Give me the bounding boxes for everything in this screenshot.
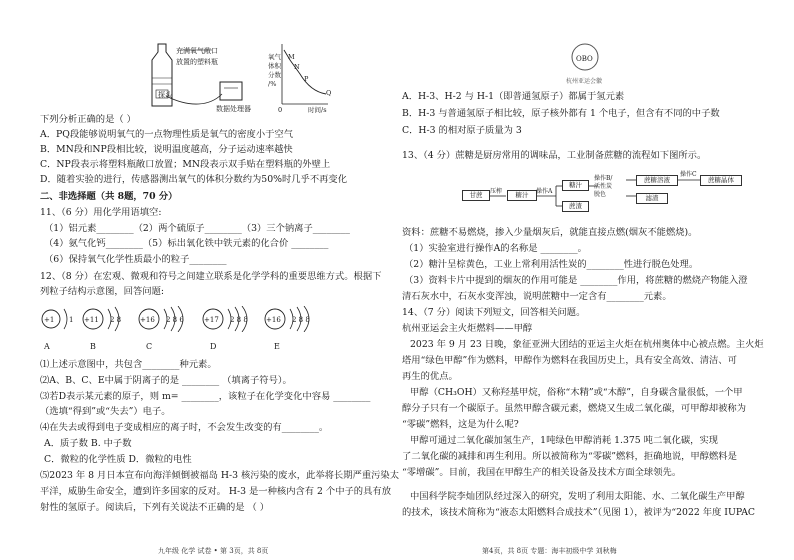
atom-diagram-e — [262, 306, 332, 346]
nucleus-e: +16 — [266, 316, 281, 324]
right-option-a: A．H-3、H-2 与 H-1（即普通氢原子）都属于氢元素 — [402, 91, 625, 102]
atom-label-e: E — [274, 342, 280, 351]
probe-label: 探头 — [158, 91, 172, 99]
flow-label-caozuo-b3: 脱色 — [594, 191, 607, 198]
q14-line-11: 的技术，该技术简称为“液态太阳燃料合成技术”（见图 1），被评为“2022 年度 IUPAC — [402, 507, 756, 518]
q12-line-6: A．质子数 B. 中子数 — [44, 438, 132, 449]
q12-line-4: （选填“得到”或“失去”）电子。 — [40, 406, 171, 417]
q13-line-5: 清石灰水中，石灰水变浑浊，说明蔗糖中一定含有________元素。 — [402, 291, 672, 302]
right-column — [402, 0, 767, 560]
q14-line-9: “零增碳”。目前，我国在甲醇生产的相关设备及技术方面全球领先。 — [402, 467, 682, 478]
q12-line-1: ⑴上述示意图中，共包含________种元素。 — [40, 359, 217, 370]
processor-label: 数据处理器 — [216, 105, 251, 113]
atom-diagram-b — [80, 306, 140, 346]
atom-label-c: C — [146, 342, 153, 351]
graph-point-m: M — [288, 53, 295, 61]
q12-line-3: ⑶若D表示某元素的原子，则 m= ________，该粒子在化学变化中容易 ________ — [40, 391, 371, 402]
q12-title-2: 列粒子结构示意图，回答问题: — [40, 286, 164, 297]
nucleus-d: +17 — [204, 316, 219, 324]
atom-label-b: B — [90, 342, 96, 351]
q11-title: 11、（6 分）用化学用语填空: — [40, 207, 162, 218]
q11-line-1: （1）铝元素________（2）两个硫原子________（3）三个钠离子________ — [44, 223, 350, 234]
q12-line-7: C．微粒的化学性质 D．微粒的电性 — [44, 454, 192, 465]
shells-e: 2 8 8 — [292, 316, 310, 324]
option-c: C．NP段表示将塑料瓶敞口放置；MN段表示双手贴在塑料瓶的外壁上 — [40, 159, 331, 170]
flow-label-caozuo-b2: 活性炭 — [594, 183, 613, 190]
q13-title: 13、（4 分）蔗糖是厨房常用的调味品，工业制备蔗糖的流程如下图所示。 — [402, 150, 707, 161]
graph-point-n: N — [294, 63, 300, 71]
q13-line-2: （1）实验室进行操作A的名称是 ________。 — [404, 243, 587, 254]
q12-line-9: 平洋，威胁生命安全，遭到许多国家的反对。 H-3 是一种核内含有 2 个中子的具有放 — [40, 486, 391, 497]
logo-text: OBO — [576, 55, 593, 63]
left-column — [40, 0, 400, 560]
option-d: D．随着实验的进行，传感器测出氧气的体积分数约为50%时几乎不再变化 — [40, 174, 348, 185]
q14-line-4: 甲醇（CH₃OH）又称羟基甲烷，俗称“木精”或“木醇”，自身碳含量很低，一个甲 — [410, 387, 743, 398]
graph-point-q: Q — [326, 89, 332, 97]
q13-line-1: 资料：蔗糖不易燃烧，掺入少量烟灰后，就能直接点燃(烟灰不能燃烧)。 — [402, 227, 698, 238]
q14-line-10: 中国科学院李灿团队经过深入的研究，发明了利用太阳能、水、二氧化碳生产甲醇 — [410, 491, 745, 502]
logo-caption: 杭州亚运会徽 — [566, 78, 603, 85]
flow-label-yazha: 压榨 — [490, 188, 503, 195]
data-processor-box — [220, 82, 242, 100]
shells-b: 2 8 — [110, 316, 122, 324]
left-page-footer: 九年级 化学 试卷 • 第 3页，共 8页 — [158, 547, 269, 555]
graph-y-label-4: /% — [268, 80, 277, 88]
graph-y-label-1: 氧气 — [268, 53, 281, 61]
nucleus-c: +16 — [140, 316, 155, 324]
flow-box-zhetang-jingti: 蔗糖晶体 — [700, 175, 742, 186]
right-page-footer: 第4页，共 8页 专题：海丰初级中学 刘秋梅 — [482, 547, 617, 555]
q12-line-8: ⑸2023 年 8 月日本宣布向海洋倾倒被福岛 H-3 核污染的废水，此举将长期严重污染太 — [40, 470, 400, 481]
graph-y-label-2: 体积 — [268, 62, 281, 70]
flow-box-tangzhi: 糖汁 — [562, 180, 589, 191]
bottle-label-line2: 放置的塑料瓶 — [176, 58, 218, 66]
flow-box-lvzha: 滤渣 — [636, 193, 668, 204]
shells-d: 2 8 8 — [230, 316, 248, 324]
flow-box-ganzhe: 甘蔗 — [462, 190, 490, 201]
q14-subtitle: 杭州亚运会主火炬燃料——甲醇 — [402, 323, 533, 334]
q14-line-8: 了二氧化碳的减排和再生利用。所以被简称为“零碳”燃料，拒确地说，甲醇燃料是 — [402, 451, 737, 462]
atom-label-a: A — [44, 342, 50, 351]
nucleus-b: +11 — [84, 316, 99, 324]
q14-line-6: “零碳”燃料，这是为什么呢? — [402, 419, 519, 430]
flow-label-caozuo-b1: 操作B/ — [594, 175, 613, 182]
q12-line-10: 射性的氢原子。阅读后，下列有关说法不正确的是 （ ） — [40, 502, 270, 513]
option-b: B．MN段和NP段相比较，说明温度越高，分子运动速率越快 — [40, 144, 293, 155]
nucleus-a: +1 — [44, 316, 55, 324]
flow-box-zhazha: 蔗渣 — [562, 201, 589, 212]
q14-title: 14、（7 分）阅读下列短文，回答相关问题。 — [402, 307, 586, 318]
q12-title: 12、（8 分）在宏观、微观和符号之间建立联系是化学学科的重要思维方式。根据下 — [40, 271, 382, 282]
graph-origin: 0 — [278, 106, 283, 114]
q11-line-2: （4）氨气化钙________（5）标出氧化铁中铁元素的化合价 ________ — [44, 238, 329, 249]
q14-line-5: 醇分子只有一个碳原子。虽然甲醇含碳元素，燃烧又生成二氧化碳，可甲醇却被称为 — [402, 403, 746, 414]
graph-point-p: P — [304, 75, 309, 83]
q13-line-4: （3）资料卡片中提到的烟灰的作用可能是 ________作用，将蔗糖的燃烧产物能入澄 — [404, 275, 748, 286]
flow-label-caozuo-c: 操作C — [680, 171, 697, 178]
q11-line-3: （6）保持氧气化学性质最小的粒子________ — [44, 254, 227, 265]
bottle-label-line1: 充满氧气敞口 — [176, 47, 218, 55]
shells-c: 2 8 6 — [166, 316, 184, 324]
graph-y-label-3: 分数 — [268, 71, 281, 79]
flow-box-zhetang-rongye: 蔗糖溶液 — [636, 175, 678, 186]
right-option-c: C．H-3 的相对原子质量为 3 — [402, 125, 522, 136]
q14-line-7: 甲醇可通过二氧化碳加氢生产，1吨绿色甲醇消耗 1.375 吨二氧化碳，实现 — [410, 435, 719, 446]
flow-box-zhiye: 糖汁 — [507, 190, 537, 201]
option-a: A．PQ段能够说明氧气的一点物理性质是氧气的密度小于空气 — [40, 129, 294, 140]
section-title: 二、非选择题（共 8题，70 分） — [40, 191, 178, 202]
q14-line-3: 再生的优点。 — [402, 371, 458, 382]
shells-a: 1 — [69, 316, 74, 324]
atom-label-d: D — [210, 342, 217, 351]
q14-line-1: 2023 年 9 月 23 日晚，象征亚洲大团结的亚运主火炬在杭州奥体中心被点燃。主火炬 — [410, 339, 764, 350]
q12-line-5: ⑷在失去或得到电子变成相应的离子时，不会发生改变的有________。 — [40, 422, 329, 433]
q12-line-2: ⑵A、B、C、E中属于阴离子的是 ________ （填离子符号）。 — [40, 375, 292, 386]
graph-x-label: 时间/s — [308, 106, 327, 114]
question-stem: 下列分析正确的是（ ） — [40, 114, 136, 125]
q13-line-3: （2）糖汁呈棕黄色，工业上常利用活性炭的________性进行脱色处理。 — [404, 259, 699, 270]
q14-line-2: 塔用“绿色甲醇”作为燃料，甲醇作为燃料在我国历史上，具有安全高效、清洁、可 — [402, 355, 737, 366]
flow-label-caozuo-a: 操作A — [536, 188, 553, 195]
right-option-b: B．H-3 与普通氢原子相比较，原子核外都有 1 个电子，但含有不同的中子数 — [402, 108, 720, 119]
